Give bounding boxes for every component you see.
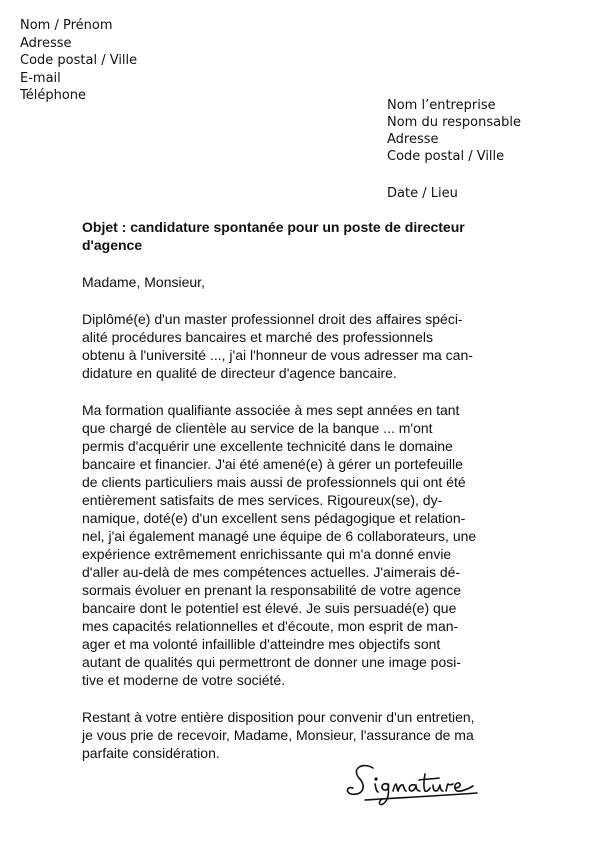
paragraph-line: entièrement satisfaits de mes services. Rigoureux(se), dy- bbox=[82, 492, 443, 508]
sender-block bbox=[20, 17, 137, 105]
sender-name: Nom / Prénom bbox=[20, 18, 113, 33]
subject-line bbox=[82, 218, 512, 254]
recipient-manager: Nom du responsable bbox=[387, 115, 521, 130]
subject-line-2: d'agence bbox=[82, 237, 143, 253]
paragraph-line: bancaire dont le potentiel est élevé. Je suis persuadé(e) que bbox=[82, 600, 457, 616]
paragraph-line: alité procédures bancaires et marché des professionnels bbox=[82, 329, 433, 345]
paragraph-line: namique, doté(e) d'un excellent sens pédagogique et relation- bbox=[82, 510, 466, 526]
paragraph-line: Restant à votre entière disposition pour convenir d'un entretien, bbox=[82, 709, 475, 725]
sender-address: Adresse bbox=[20, 35, 72, 51]
date-place: Date / Lieu bbox=[387, 186, 458, 201]
paragraph-intro bbox=[82, 310, 512, 382]
letter-body bbox=[82, 218, 512, 781]
paragraph-line: d'aller au-delà de mes compétences actuelles. J'aimerais dé- bbox=[82, 564, 461, 580]
paragraph-line: mes capacités relationnelles et d'écoute, mon esprit de man- bbox=[82, 618, 459, 634]
paragraph-line: didature en qualité de directeur d'agence bancaire. bbox=[82, 365, 397, 381]
recipient-address: Adresse bbox=[387, 132, 439, 147]
paragraph-line: tive et moderne de votre société. bbox=[82, 672, 286, 688]
paragraph-line: nel, j'ai également managé une équipe de 6 collaborateurs, une bbox=[82, 528, 477, 544]
subject-line-1: Objet : candidature spontanée pour un poste de directeur bbox=[82, 219, 465, 235]
paragraph-line: bancaire et financier. J'ai été amené(e) à gérer un portefeuille bbox=[82, 456, 463, 472]
paragraph-line: que chargé de clientèle au service de la banque ... m'ont bbox=[82, 420, 433, 436]
paragraph-line: permis d'acquérir une excellente technicité dans le domaine bbox=[82, 438, 453, 454]
paragraph-experience bbox=[82, 401, 512, 689]
paragraph-line: ager et ma volonté infaillible d'atteindre mes objectifs sont bbox=[82, 636, 441, 652]
sender-phone: Téléphone bbox=[20, 88, 87, 103]
signature-image bbox=[345, 758, 495, 808]
sender-email: E-mail bbox=[20, 70, 61, 86]
greeting: Madame, Monsieur, bbox=[82, 274, 205, 290]
recipient-city: Code postal / Ville bbox=[387, 149, 505, 164]
paragraph-line: Ma formation qualifiante associée à mes sept années en tant bbox=[82, 402, 460, 418]
paragraph-line: Diplômé(e) d'un master professionnel droit des affaires spéci- bbox=[82, 311, 463, 327]
paragraph-line: parfaite considération. bbox=[82, 745, 220, 761]
paragraph-line: sormais évoluer en prenant la responsabilité de votre agence bbox=[82, 582, 462, 598]
paragraph-closing bbox=[82, 708, 512, 762]
handwritten-signature bbox=[345, 758, 495, 808]
paragraph-line: je vous prie de recevoir, Madame, Monsieur, l'assurance de ma bbox=[82, 727, 474, 743]
sender-city: Code postal / Ville bbox=[20, 53, 138, 68]
recipient-company: Nom l’entreprise bbox=[387, 98, 496, 113]
paragraph-line: expérience extrêmement enrichissante qui m'a donné envie bbox=[82, 546, 452, 562]
paragraph-line: obtenu à l'université ..., j'ai l'honneur de vous adresser ma can- bbox=[82, 347, 473, 363]
recipient-block bbox=[387, 97, 521, 165]
paragraph-line: de clients particuliers mais aussi de professionnels qui ont été bbox=[82, 474, 466, 490]
paragraph-line: autant de qualités qui permettront de donner une image posi- bbox=[82, 654, 462, 670]
